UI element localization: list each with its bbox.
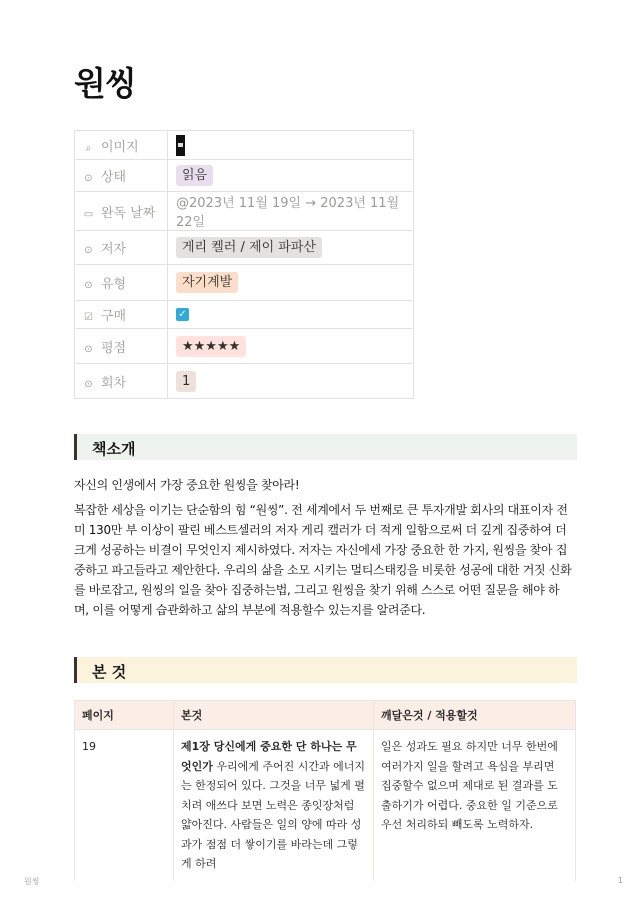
footer-title: 원씽 bbox=[24, 877, 40, 886]
property-row-image bbox=[75, 131, 414, 160]
properties-table bbox=[74, 130, 414, 399]
cell-seen bbox=[174, 730, 374, 881]
seen-callout bbox=[74, 657, 577, 683]
select-icon: ⊙ bbox=[84, 245, 93, 256]
status-tag[interactable]: 읽음 bbox=[176, 165, 213, 186]
book-cover-thumbnail[interactable] bbox=[176, 135, 185, 156]
property-row-round bbox=[75, 364, 414, 399]
seen-heading: 본 것 bbox=[92, 663, 127, 681]
cell-learned: 일은 성과도 필요 하지만 너무 한번에 여러가지 일을 할려고 욕심을 부리면 집중할수 없으며 제대로 된 결과를 도출하기가 어렵다. 중요한 일 기준으로 우선 처리하되 빼도록 노력하자. bbox=[374, 730, 576, 881]
property-label: 구매 bbox=[101, 309, 127, 324]
intro-callout bbox=[74, 434, 577, 460]
property-row-date bbox=[75, 192, 414, 231]
property-label: 유형 bbox=[101, 277, 127, 292]
intro-body: 복잡한 세상을 이기는 단순함의 힘 “원씽”. 전 세계에서 두 번째로 큰 투자개발 회사의 대표이자 전미 130만 부 이상이 팔린 베스트셀러의 저자 게리 캘러가 더 적게 일함으로써 더 깊게 집중하여 더 크게 성공하는 비결이 무엇인지 제시하였다. 저자는 자신에세 가장 중요한 한 가지, 원씽을 찾아 집중하고 파고들라고 제안한다. 우리의 삶을 소모 시키는 멀티스태킹을 비롯한 성공에 대한 거짓 신화를 바로잡고, 원씽의 일을 찾아 집중하는법, 그리고 원씽을 찾기 위해 스스로 어떤 질문을 해야 하며, 이를 어떻게 습관화하고 삶의 부분에 적용할수 있는지를 알려준다. bbox=[74, 503, 572, 617]
property-row-purchase bbox=[75, 301, 414, 329]
select-icon: ⊙ bbox=[84, 343, 93, 355]
property-row-status bbox=[75, 160, 414, 192]
select-icon: ⊙ bbox=[84, 280, 93, 291]
type-tag[interactable]: 자기계발 bbox=[176, 272, 238, 293]
round-tag[interactable]: 1 bbox=[176, 371, 196, 392]
page-title: 원씽 bbox=[74, 64, 136, 103]
property-row-type bbox=[75, 265, 414, 301]
column-header-learned: 깨달은것 / 적용할것 bbox=[374, 701, 576, 730]
select-icon: ⊙ bbox=[84, 378, 93, 390]
cell-page: 19 bbox=[75, 730, 174, 881]
author-tag[interactable]: 게리 켈러 / 제이 파파산 bbox=[176, 237, 322, 258]
property-label: 이미지 bbox=[101, 139, 139, 155]
intro-heading: 책소개 bbox=[92, 440, 136, 458]
table-row bbox=[75, 730, 576, 881]
property-row-author bbox=[75, 231, 414, 265]
property-label: 상태 bbox=[101, 170, 127, 185]
seen-table bbox=[74, 700, 576, 881]
intro-tagline: 자신의 인생에서 가장 중요한 원씽을 찾아라! bbox=[74, 478, 300, 492]
column-header-page: 페이지 bbox=[75, 701, 174, 730]
property-label: 회차 bbox=[101, 375, 127, 391]
date-value[interactable]: @2023년 11월 19일 → 2023년 11월 22일 bbox=[176, 196, 400, 230]
checkbox-icon: ☑ bbox=[84, 312, 93, 323]
rating-tag[interactable]: ★★★★★ bbox=[176, 336, 246, 357]
property-label: 평점 bbox=[101, 340, 127, 356]
property-label: 완독 날짜 bbox=[101, 205, 156, 221]
table-header-row bbox=[75, 701, 576, 730]
seen-text: 우리에게 주어진 시간과 에너지는 한정되어 있다. 그것을 너무 넓게 펼치려 애쓰다 보면 노력은 종잇장처럼 얇아진다. 사람들은 일의 양에 따라 성과가 점점 더 쌓이기를 바라는데 그렇게 하려 bbox=[181, 759, 366, 870]
calendar-icon: ▭ bbox=[83, 208, 94, 220]
property-row-rating bbox=[75, 329, 414, 364]
chapter-title: 제1장 당신에게 중요한 단 하나는 무엇인가 bbox=[181, 740, 357, 773]
column-header-seen: 본것 bbox=[174, 701, 374, 730]
status-icon: ⊙ bbox=[84, 173, 93, 184]
purchase-checkbox[interactable]: ✓ bbox=[176, 308, 189, 321]
footer-page-number: 1 bbox=[617, 876, 623, 885]
paperclip-icon: ⌕ bbox=[85, 142, 92, 154]
property-label: 저자 bbox=[101, 242, 127, 257]
